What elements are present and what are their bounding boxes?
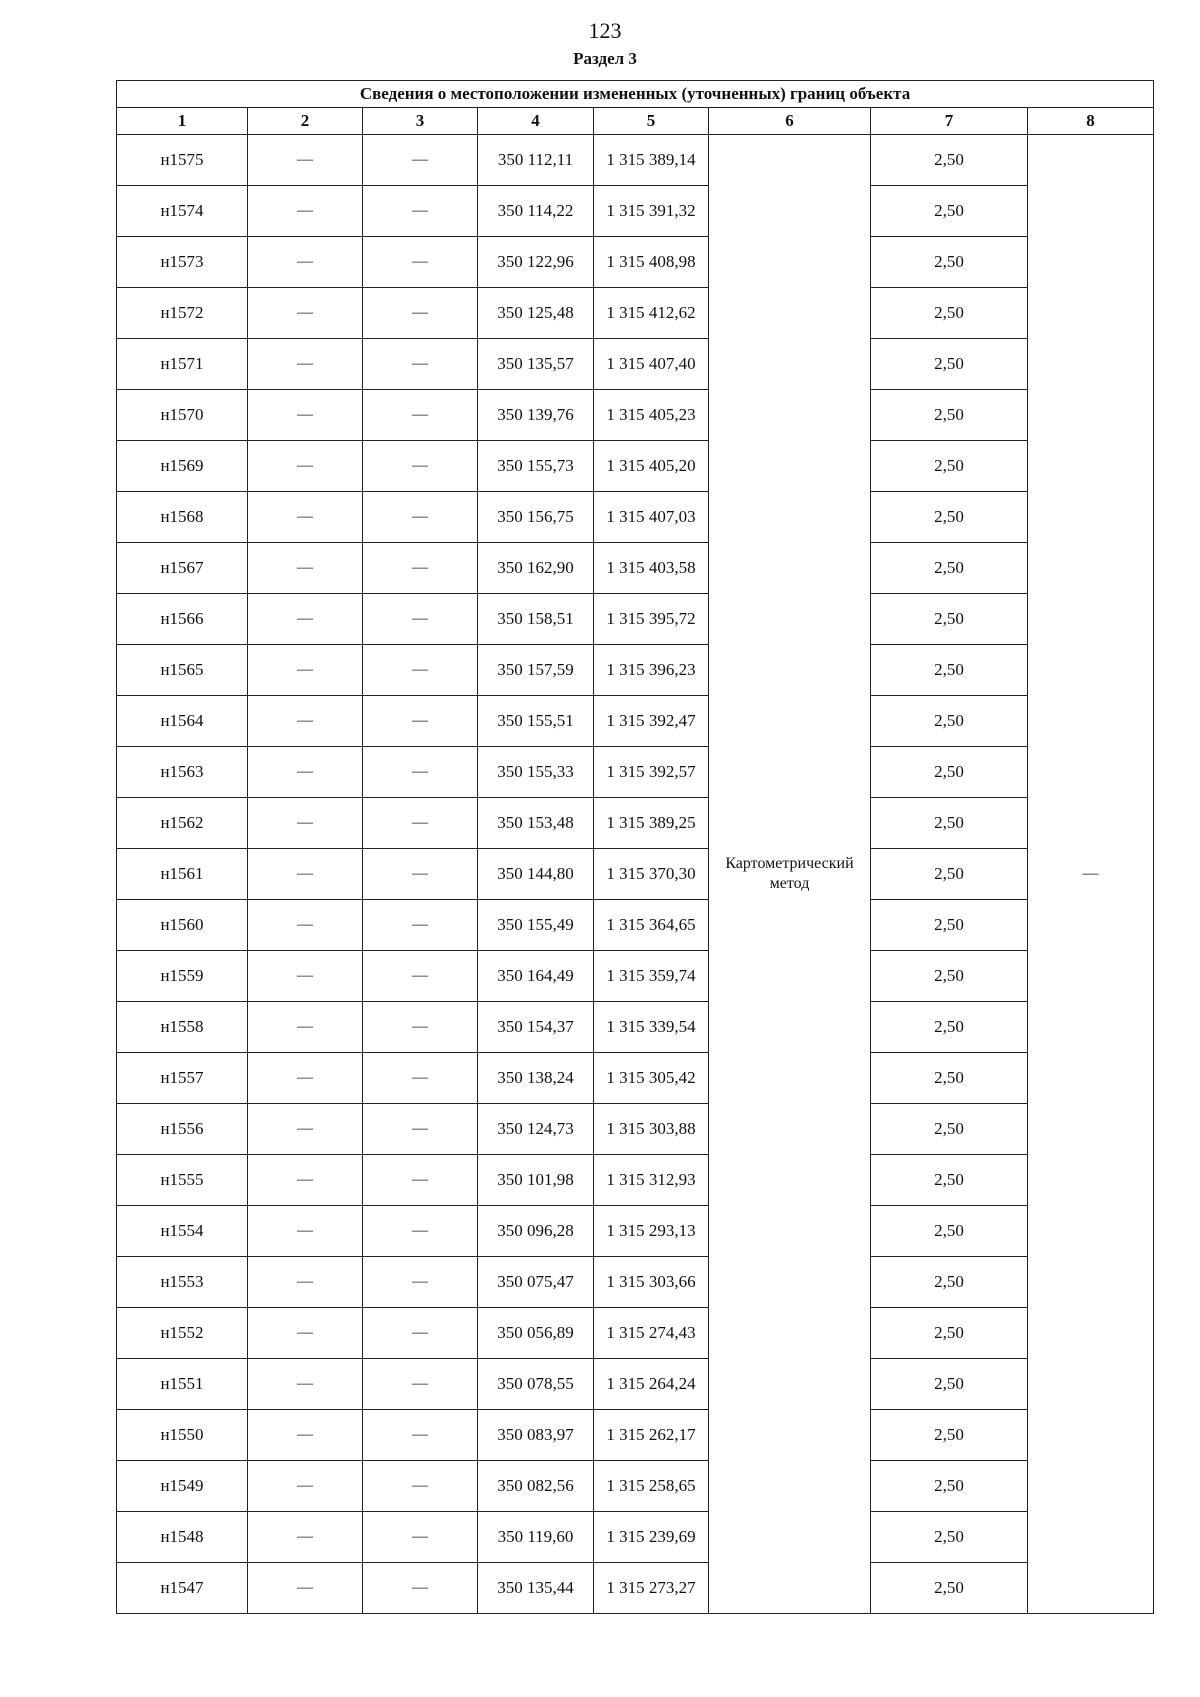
column-3-cell: — [363, 747, 478, 798]
accuracy-cell: 2,50 [871, 1053, 1028, 1104]
y-coordinate-cell: 1 315 407,40 [594, 339, 709, 390]
accuracy-cell: 2,50 [871, 798, 1028, 849]
table-row [117, 1155, 1154, 1206]
accuracy-cell: 2,50 [871, 594, 1028, 645]
column-3-cell: — [363, 798, 478, 849]
table-row [117, 1512, 1154, 1563]
table-row [117, 1257, 1154, 1308]
table-row [117, 1563, 1154, 1614]
table-row [117, 594, 1154, 645]
table-row [117, 135, 1154, 186]
point-name-cell: н1567 [117, 543, 248, 594]
table-row [117, 1461, 1154, 1512]
point-name-cell: н1571 [117, 339, 248, 390]
y-coordinate-cell: 1 315 303,88 [594, 1104, 709, 1155]
column-2-cell: — [248, 186, 363, 237]
column-2-cell: — [248, 237, 363, 288]
y-coordinate-cell: 1 315 264,24 [594, 1359, 709, 1410]
column-number: 2 [248, 108, 363, 135]
point-name-cell: н1562 [117, 798, 248, 849]
x-coordinate-cell: 350 083,97 [478, 1410, 594, 1461]
column-2-cell: — [248, 1104, 363, 1155]
column-2-cell: — [248, 900, 363, 951]
column-2-cell: — [248, 135, 363, 186]
column-2-cell: — [248, 849, 363, 900]
column-2-cell: — [248, 1563, 363, 1614]
x-coordinate-cell: 350 155,51 [478, 696, 594, 747]
accuracy-cell: 2,50 [871, 1002, 1028, 1053]
accuracy-cell: 2,50 [871, 1359, 1028, 1410]
table-row [117, 798, 1154, 849]
column-number: 8 [1028, 108, 1154, 135]
accuracy-cell: 2,50 [871, 645, 1028, 696]
x-coordinate-cell: 350 096,28 [478, 1206, 594, 1257]
y-coordinate-cell: 1 315 312,93 [594, 1155, 709, 1206]
x-coordinate-cell: 350 155,49 [478, 900, 594, 951]
y-coordinate-cell: 1 315 412,62 [594, 288, 709, 339]
column-3-cell: — [363, 1563, 478, 1614]
table-row [117, 747, 1154, 798]
x-coordinate-cell: 350 155,73 [478, 441, 594, 492]
y-coordinate-cell: 1 315 408,98 [594, 237, 709, 288]
column-2-cell: — [248, 1512, 363, 1563]
point-name-cell: н1573 [117, 237, 248, 288]
x-coordinate-cell: 350 139,76 [478, 390, 594, 441]
y-coordinate-cell: 1 315 389,25 [594, 798, 709, 849]
accuracy-cell: 2,50 [871, 186, 1028, 237]
column-3-cell: — [363, 390, 478, 441]
table-row [117, 1308, 1154, 1359]
column-3-cell: — [363, 1359, 478, 1410]
column-3-cell: — [363, 237, 478, 288]
table-row [117, 900, 1154, 951]
point-name-cell: н1559 [117, 951, 248, 1002]
table-row [117, 1410, 1154, 1461]
x-coordinate-cell: 350 154,37 [478, 1002, 594, 1053]
column-3-cell: — [363, 1512, 478, 1563]
point-name-cell: н1557 [117, 1053, 248, 1104]
point-name-cell: н1564 [117, 696, 248, 747]
x-coordinate-cell: 350 112,11 [478, 135, 594, 186]
table-row [117, 339, 1154, 390]
y-coordinate-cell: 1 315 239,69 [594, 1512, 709, 1563]
y-coordinate-cell: 1 315 339,54 [594, 1002, 709, 1053]
column-3-cell: — [363, 186, 478, 237]
y-coordinate-cell: 1 315 273,27 [594, 1563, 709, 1614]
accuracy-cell: 2,50 [871, 1104, 1028, 1155]
column-number: 3 [363, 108, 478, 135]
point-name-cell: н1548 [117, 1512, 248, 1563]
y-coordinate-cell: 1 315 407,03 [594, 492, 709, 543]
accuracy-cell: 2,50 [871, 441, 1028, 492]
column-2-cell: — [248, 1410, 363, 1461]
column-2-cell: — [248, 1461, 363, 1512]
column-2-cell: — [248, 594, 363, 645]
column-2-cell: — [248, 798, 363, 849]
column-3-cell: — [363, 339, 478, 390]
x-coordinate-cell: 350 125,48 [478, 288, 594, 339]
column-3-cell: — [363, 1053, 478, 1104]
x-coordinate-cell: 350 157,59 [478, 645, 594, 696]
y-coordinate-cell: 1 315 405,20 [594, 441, 709, 492]
point-name-cell: н1563 [117, 747, 248, 798]
y-coordinate-cell: 1 315 391,32 [594, 186, 709, 237]
column-3-cell: — [363, 849, 478, 900]
column-3-cell: — [363, 288, 478, 339]
y-coordinate-cell: 1 315 274,43 [594, 1308, 709, 1359]
table-row [117, 288, 1154, 339]
accuracy-cell: 2,50 [871, 1257, 1028, 1308]
column-3-cell: — [363, 441, 478, 492]
column-number: 6 [709, 108, 871, 135]
table-row [117, 237, 1154, 288]
column-3-cell: — [363, 594, 478, 645]
point-name-cell: н1556 [117, 1104, 248, 1155]
table-row [117, 543, 1154, 594]
column-2-cell: — [248, 1206, 363, 1257]
x-coordinate-cell: 350 075,47 [478, 1257, 594, 1308]
column-3-cell: — [363, 1410, 478, 1461]
column-2-cell: — [248, 543, 363, 594]
y-coordinate-cell: 1 315 305,42 [594, 1053, 709, 1104]
point-name-cell: н1570 [117, 390, 248, 441]
column-3-cell: — [363, 1308, 478, 1359]
x-coordinate-cell: 350 158,51 [478, 594, 594, 645]
accuracy-cell: 2,50 [871, 390, 1028, 441]
table-row [117, 441, 1154, 492]
x-coordinate-cell: 350 122,96 [478, 237, 594, 288]
y-coordinate-cell: 1 315 293,13 [594, 1206, 709, 1257]
table-row [117, 1053, 1154, 1104]
table-caption: Сведения о местоположении измененных (уточненных) границ объекта [117, 81, 1154, 108]
accuracy-cell: 2,50 [871, 951, 1028, 1002]
column-2-cell: — [248, 492, 363, 543]
x-coordinate-cell: 350 164,49 [478, 951, 594, 1002]
x-coordinate-cell: 350 114,22 [478, 186, 594, 237]
column-number-row [117, 108, 1154, 135]
column-2-cell: — [248, 441, 363, 492]
point-name-cell: н1560 [117, 900, 248, 951]
y-coordinate-cell: 1 315 403,58 [594, 543, 709, 594]
x-coordinate-cell: 350 153,48 [478, 798, 594, 849]
point-name-cell: н1561 [117, 849, 248, 900]
page-number: 123 [588, 18, 622, 43]
accuracy-cell: 2,50 [871, 237, 1028, 288]
table-row [117, 1104, 1154, 1155]
point-name-cell: н1565 [117, 645, 248, 696]
table-row [117, 492, 1154, 543]
table-row [117, 645, 1154, 696]
column-3-cell: — [363, 492, 478, 543]
column-3-cell: — [363, 696, 478, 747]
column-3-cell: — [363, 951, 478, 1002]
column-3-cell: — [363, 1461, 478, 1512]
accuracy-cell: 2,50 [871, 849, 1028, 900]
point-name-cell: н1572 [117, 288, 248, 339]
accuracy-cell: 2,50 [871, 747, 1028, 798]
x-coordinate-cell: 350 119,60 [478, 1512, 594, 1563]
column-3-cell: — [363, 1155, 478, 1206]
column-number: 7 [871, 108, 1028, 135]
y-coordinate-cell: 1 315 392,57 [594, 747, 709, 798]
column-3-cell: — [363, 543, 478, 594]
y-coordinate-cell: 1 315 258,65 [594, 1461, 709, 1512]
table-row [117, 1002, 1154, 1053]
point-name-cell: н1550 [117, 1410, 248, 1461]
table-row [117, 186, 1154, 237]
point-name-cell: н1552 [117, 1308, 248, 1359]
point-name-cell: н1554 [117, 1206, 248, 1257]
column-2-cell: — [248, 288, 363, 339]
column-3-cell: — [363, 900, 478, 951]
accuracy-cell: 2,50 [871, 696, 1028, 747]
column-2-cell: — [248, 747, 363, 798]
accuracy-cell: 2,50 [871, 1155, 1028, 1206]
y-coordinate-cell: 1 315 396,23 [594, 645, 709, 696]
accuracy-cell: 2,50 [871, 1512, 1028, 1563]
accuracy-cell: 2,50 [871, 1563, 1028, 1614]
method-cell: Картометрический метод [709, 135, 871, 1614]
column-2-cell: — [248, 1257, 363, 1308]
column-3-cell: — [363, 1104, 478, 1155]
accuracy-cell: 2,50 [871, 339, 1028, 390]
x-coordinate-cell: 350 078,55 [478, 1359, 594, 1410]
accuracy-cell: 2,50 [871, 1410, 1028, 1461]
column-2-cell: — [248, 390, 363, 441]
point-name-cell: н1547 [117, 1563, 248, 1614]
accuracy-cell: 2,50 [871, 543, 1028, 594]
accuracy-cell: 2,50 [871, 288, 1028, 339]
point-name-cell: н1575 [117, 135, 248, 186]
y-coordinate-cell: 1 315 364,65 [594, 900, 709, 951]
point-name-cell: н1555 [117, 1155, 248, 1206]
table-row [117, 696, 1154, 747]
column-2-cell: — [248, 696, 363, 747]
table-body [117, 135, 1154, 1614]
x-coordinate-cell: 350 138,24 [478, 1053, 594, 1104]
x-coordinate-cell: 350 155,33 [478, 747, 594, 798]
column-number: 5 [594, 108, 709, 135]
x-coordinate-cell: 350 082,56 [478, 1461, 594, 1512]
point-name-cell: н1549 [117, 1461, 248, 1512]
x-coordinate-cell: 350 156,75 [478, 492, 594, 543]
column-2-cell: — [248, 1155, 363, 1206]
y-coordinate-cell: 1 315 370,30 [594, 849, 709, 900]
point-name-cell: н1569 [117, 441, 248, 492]
table-row [117, 1206, 1154, 1257]
column-3-cell: — [363, 645, 478, 696]
table-row [117, 849, 1154, 900]
point-name-cell: н1553 [117, 1257, 248, 1308]
accuracy-cell: 2,50 [871, 492, 1028, 543]
point-name-cell: н1574 [117, 186, 248, 237]
boundary-coordinates-table [116, 80, 1154, 1614]
y-coordinate-cell: 1 315 303,66 [594, 1257, 709, 1308]
column-2-cell: — [248, 951, 363, 1002]
column-3-cell: — [363, 1257, 478, 1308]
point-name-cell: н1558 [117, 1002, 248, 1053]
column-3-cell: — [363, 1002, 478, 1053]
section-title: Раздел 3 [573, 49, 637, 68]
point-name-cell: н1551 [117, 1359, 248, 1410]
x-coordinate-cell: 350 056,89 [478, 1308, 594, 1359]
column-3-cell: — [363, 1206, 478, 1257]
x-coordinate-cell: 350 135,57 [478, 339, 594, 390]
column-2-cell: — [248, 1359, 363, 1410]
table-row [117, 390, 1154, 441]
column-2-cell: — [248, 1308, 363, 1359]
x-coordinate-cell: 350 162,90 [478, 543, 594, 594]
y-coordinate-cell: 1 315 359,74 [594, 951, 709, 1002]
column-number: 4 [478, 108, 594, 135]
column-number: 1 [117, 108, 248, 135]
column-2-cell: — [248, 645, 363, 696]
column-2-cell: — [248, 1053, 363, 1104]
x-coordinate-cell: 350 124,73 [478, 1104, 594, 1155]
column-3-cell: — [363, 135, 478, 186]
x-coordinate-cell: 350 135,44 [478, 1563, 594, 1614]
point-name-cell: н1568 [117, 492, 248, 543]
y-coordinate-cell: 1 315 405,23 [594, 390, 709, 441]
y-coordinate-cell: 1 315 392,47 [594, 696, 709, 747]
y-coordinate-cell: 1 315 262,17 [594, 1410, 709, 1461]
column-8-cell: — [1028, 135, 1154, 1614]
column-2-cell: — [248, 339, 363, 390]
point-name-cell: н1566 [117, 594, 248, 645]
accuracy-cell: 2,50 [871, 1308, 1028, 1359]
y-coordinate-cell: 1 315 395,72 [594, 594, 709, 645]
accuracy-cell: 2,50 [871, 900, 1028, 951]
accuracy-cell: 2,50 [871, 1461, 1028, 1512]
table-row [117, 1359, 1154, 1410]
x-coordinate-cell: 350 101,98 [478, 1155, 594, 1206]
table-row [117, 951, 1154, 1002]
x-coordinate-cell: 350 144,80 [478, 849, 594, 900]
y-coordinate-cell: 1 315 389,14 [594, 135, 709, 186]
accuracy-cell: 2,50 [871, 1206, 1028, 1257]
column-2-cell: — [248, 1002, 363, 1053]
accuracy-cell: 2,50 [871, 135, 1028, 186]
